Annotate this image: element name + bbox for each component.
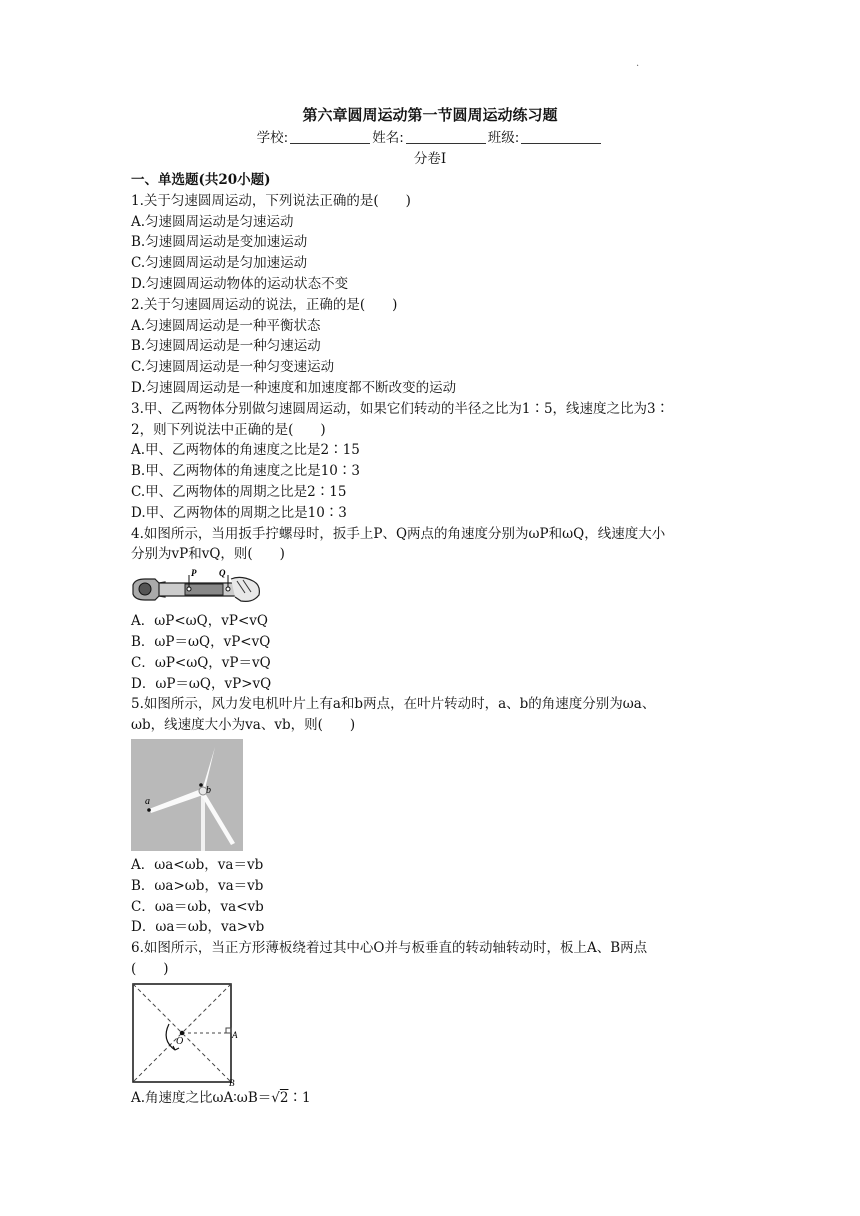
school-label: 学校: (256, 130, 289, 146)
square-plate-figure (131, 982, 239, 1086)
q5-option-a: A．ωa<ωb，va＝vb (131, 856, 264, 873)
q1-option-a: A.匀速圆周运动是匀速运动 (131, 213, 294, 230)
q2-option-c: C.匀速圆周运动是一种匀变速运动 (131, 359, 335, 376)
q4-option-a: A．ωP<ωQ，vP<vQ (131, 613, 268, 630)
q3-option-c: C.甲、乙两物体的周期之比是2∶15 (131, 483, 347, 500)
name-label: 姓名: (372, 130, 404, 146)
q1-option-d: D.匀速圆周运动物体的运动状态不变 (131, 275, 349, 292)
turbine-label-a: a (145, 795, 150, 807)
paper-label: 分卷I (413, 151, 447, 167)
wind-turbine-drawing (131, 739, 243, 851)
wrench-label-p: P (191, 568, 197, 579)
wrench-label-q: Q (219, 568, 226, 579)
q3-option-d: D.甲、乙两物体的周期之比是10∶3 (131, 504, 347, 521)
q4-stem-line2: 分别为vP和vQ，则( ) (131, 546, 285, 563)
q4-option-c: C．ωP<ωQ，vP＝vQ (131, 654, 271, 671)
sqrt-symbol: √ (271, 1089, 280, 1106)
q5-stem-line2: ωb，线速度大小为va、vb，则( ) (131, 717, 356, 734)
q2-option-a: A.匀速圆周运动是一种平衡状态 (131, 317, 321, 334)
q3-stem-line1: 3.甲、乙两物体分别做匀速圆周运动，如果它们转动的半径之比为1∶5，线速度之比为3∶ (131, 400, 670, 417)
class-label: 班级: (487, 130, 520, 146)
q2-option-d: D.匀速圆周运动是一种速度和加速度都不断改变的运动 (131, 379, 457, 396)
q1-option-b: B.匀速圆周运动是变加速运动 (131, 234, 308, 251)
q6-stem-line2: ( ) (131, 960, 169, 977)
q6-option-a-prefix: A.角速度之比ωA∶ωB＝ (131, 1089, 272, 1106)
section-heading: 一、单选题(共20小题) (131, 172, 271, 188)
school-blank[interactable] (290, 129, 370, 144)
wrench-drawing (131, 567, 263, 607)
q2-stem: 2.关于匀速圆周运动的说法，正确的是( ) (131, 296, 398, 313)
wrench-figure (131, 567, 263, 607)
q5-option-b: B．ωa>ωb，va＝vb (131, 877, 264, 894)
wind-turbine-figure (131, 739, 243, 851)
q1-option-c: C.匀速圆周运动是匀加速运动 (131, 255, 308, 272)
q5-stem-line1: 5.如图所示，风力发电机叶片上有a和b两点，在叶片转动时，a、b的角速度分别为ωa、 (131, 696, 656, 713)
q6-option-a (131, 1088, 731, 1109)
q3-option-a: A.甲、乙两物体的角速度之比是2∶15 (131, 442, 360, 459)
q6-option-a-radicand: 2 (279, 1089, 289, 1106)
q3-option-b: B.甲、乙两物体的角速度之比是10∶3 (131, 463, 360, 480)
q5-option-c: C．ωa＝ωb，va<vb (131, 898, 264, 915)
plate-label-a: A (232, 1029, 238, 1040)
q5-option-d: D．ωa＝ωb，va>vb (131, 919, 265, 936)
q1-stem: 1.关于匀速圆周运动，下列说法正确的是( ) (131, 192, 411, 209)
question-list (131, 170, 731, 1109)
header-mark: . (636, 58, 640, 69)
class-blank[interactable] (521, 129, 601, 144)
q4-option-b: B．ωP＝ωQ，vP<vQ (131, 633, 271, 650)
plate-label-b: B (229, 1077, 235, 1086)
q4-option-d: D．ωP＝ωQ，vP>vQ (131, 675, 272, 692)
square-plate-drawing (131, 982, 239, 1086)
page-title: 第六章圆周运动第一节圆周运动练习题 (302, 106, 558, 124)
q4-stem-line1: 4.如图所示，当用扳手拧螺母时，扳手上P、Q两点的角速度分别为ωP和ωQ，线速度大小 (131, 525, 666, 542)
q6-stem-line1: 6.如图所示，当正方形薄板绕着过其中心O并与板垂直的转动轴转动时，板上A、B两点 (131, 940, 648, 957)
student-info-line (0, 128, 860, 148)
name-blank[interactable] (406, 129, 486, 144)
q6-option-a-suffix: ∶1 (288, 1089, 311, 1106)
turbine-label-b: b (206, 784, 211, 796)
plate-label-o: O (176, 1035, 184, 1047)
q2-option-b: B.匀速圆周运动是一种匀速运动 (131, 338, 321, 355)
q3-stem-line2: 2，则下列说法中正确的是( ) (131, 421, 326, 438)
